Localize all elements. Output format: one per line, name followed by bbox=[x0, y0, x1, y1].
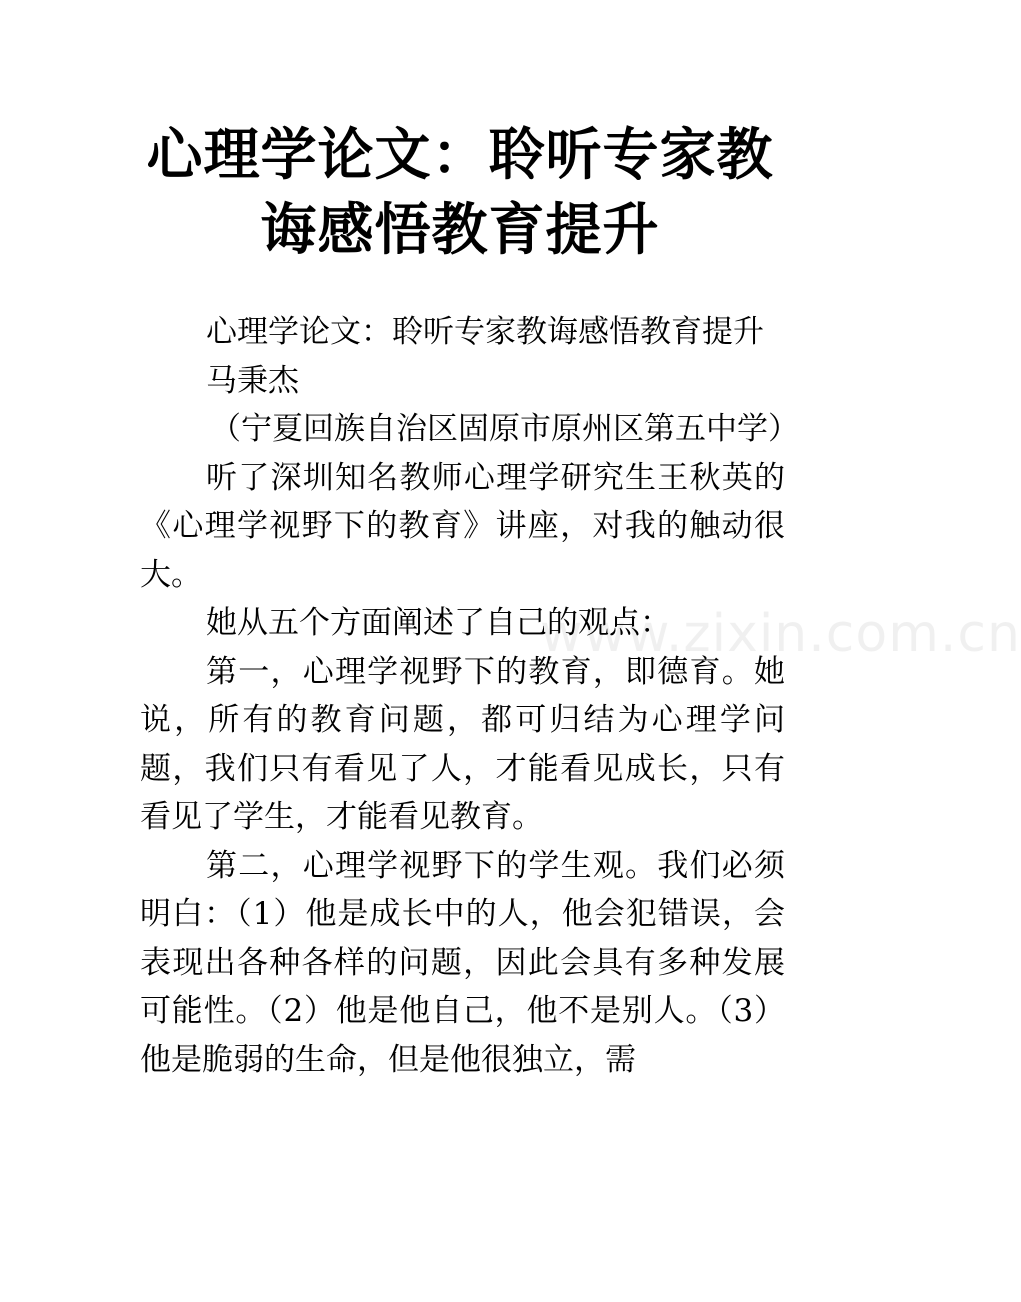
paragraph-point-2: 第二，心理学视野下的学生观。我们必须明白：（1）他是成长中的人，他会犯错误，会表现出各种各样的问题，因此会具有多种发展可能性。（2）他是他自己，他不是别人。（3）他是脆弱的生命，但是他很独立，需 bbox=[140, 847, 785, 1078]
document-body bbox=[140, 308, 799, 1084]
title-line-2: 诲感悟教育提升 bbox=[260, 197, 660, 263]
paragraph-point-1: 第一，心理学视野下的教育，即德育。她说，所有的教育问题，都可归结为心理学问题，我们只有看见了人，才能看见成长，只有看见了学生，才能看见教育。 bbox=[140, 653, 785, 835]
paragraph-affiliation: （宁夏回族自治区固原市原州区第五中学） bbox=[210, 411, 799, 447]
title-line-1: 心理学论文：聆听专家教 bbox=[146, 122, 774, 188]
paragraph-overview: 她从五个方面阐述了自己的观点： bbox=[206, 605, 671, 641]
paragraph-subtitle: 心理学论文：聆听专家教诲感悟教育提升 bbox=[206, 314, 764, 350]
document-title bbox=[110, 118, 810, 268]
paragraph-intro: 听了深圳知名教师心理学研究生王秋英的《心理学视野下的教育》讲座，对我的触动很大。 bbox=[140, 459, 785, 593]
watermark: www.zixin.com.cn bbox=[540, 604, 1021, 664]
paragraph-author: 马秉杰 bbox=[206, 362, 299, 399]
